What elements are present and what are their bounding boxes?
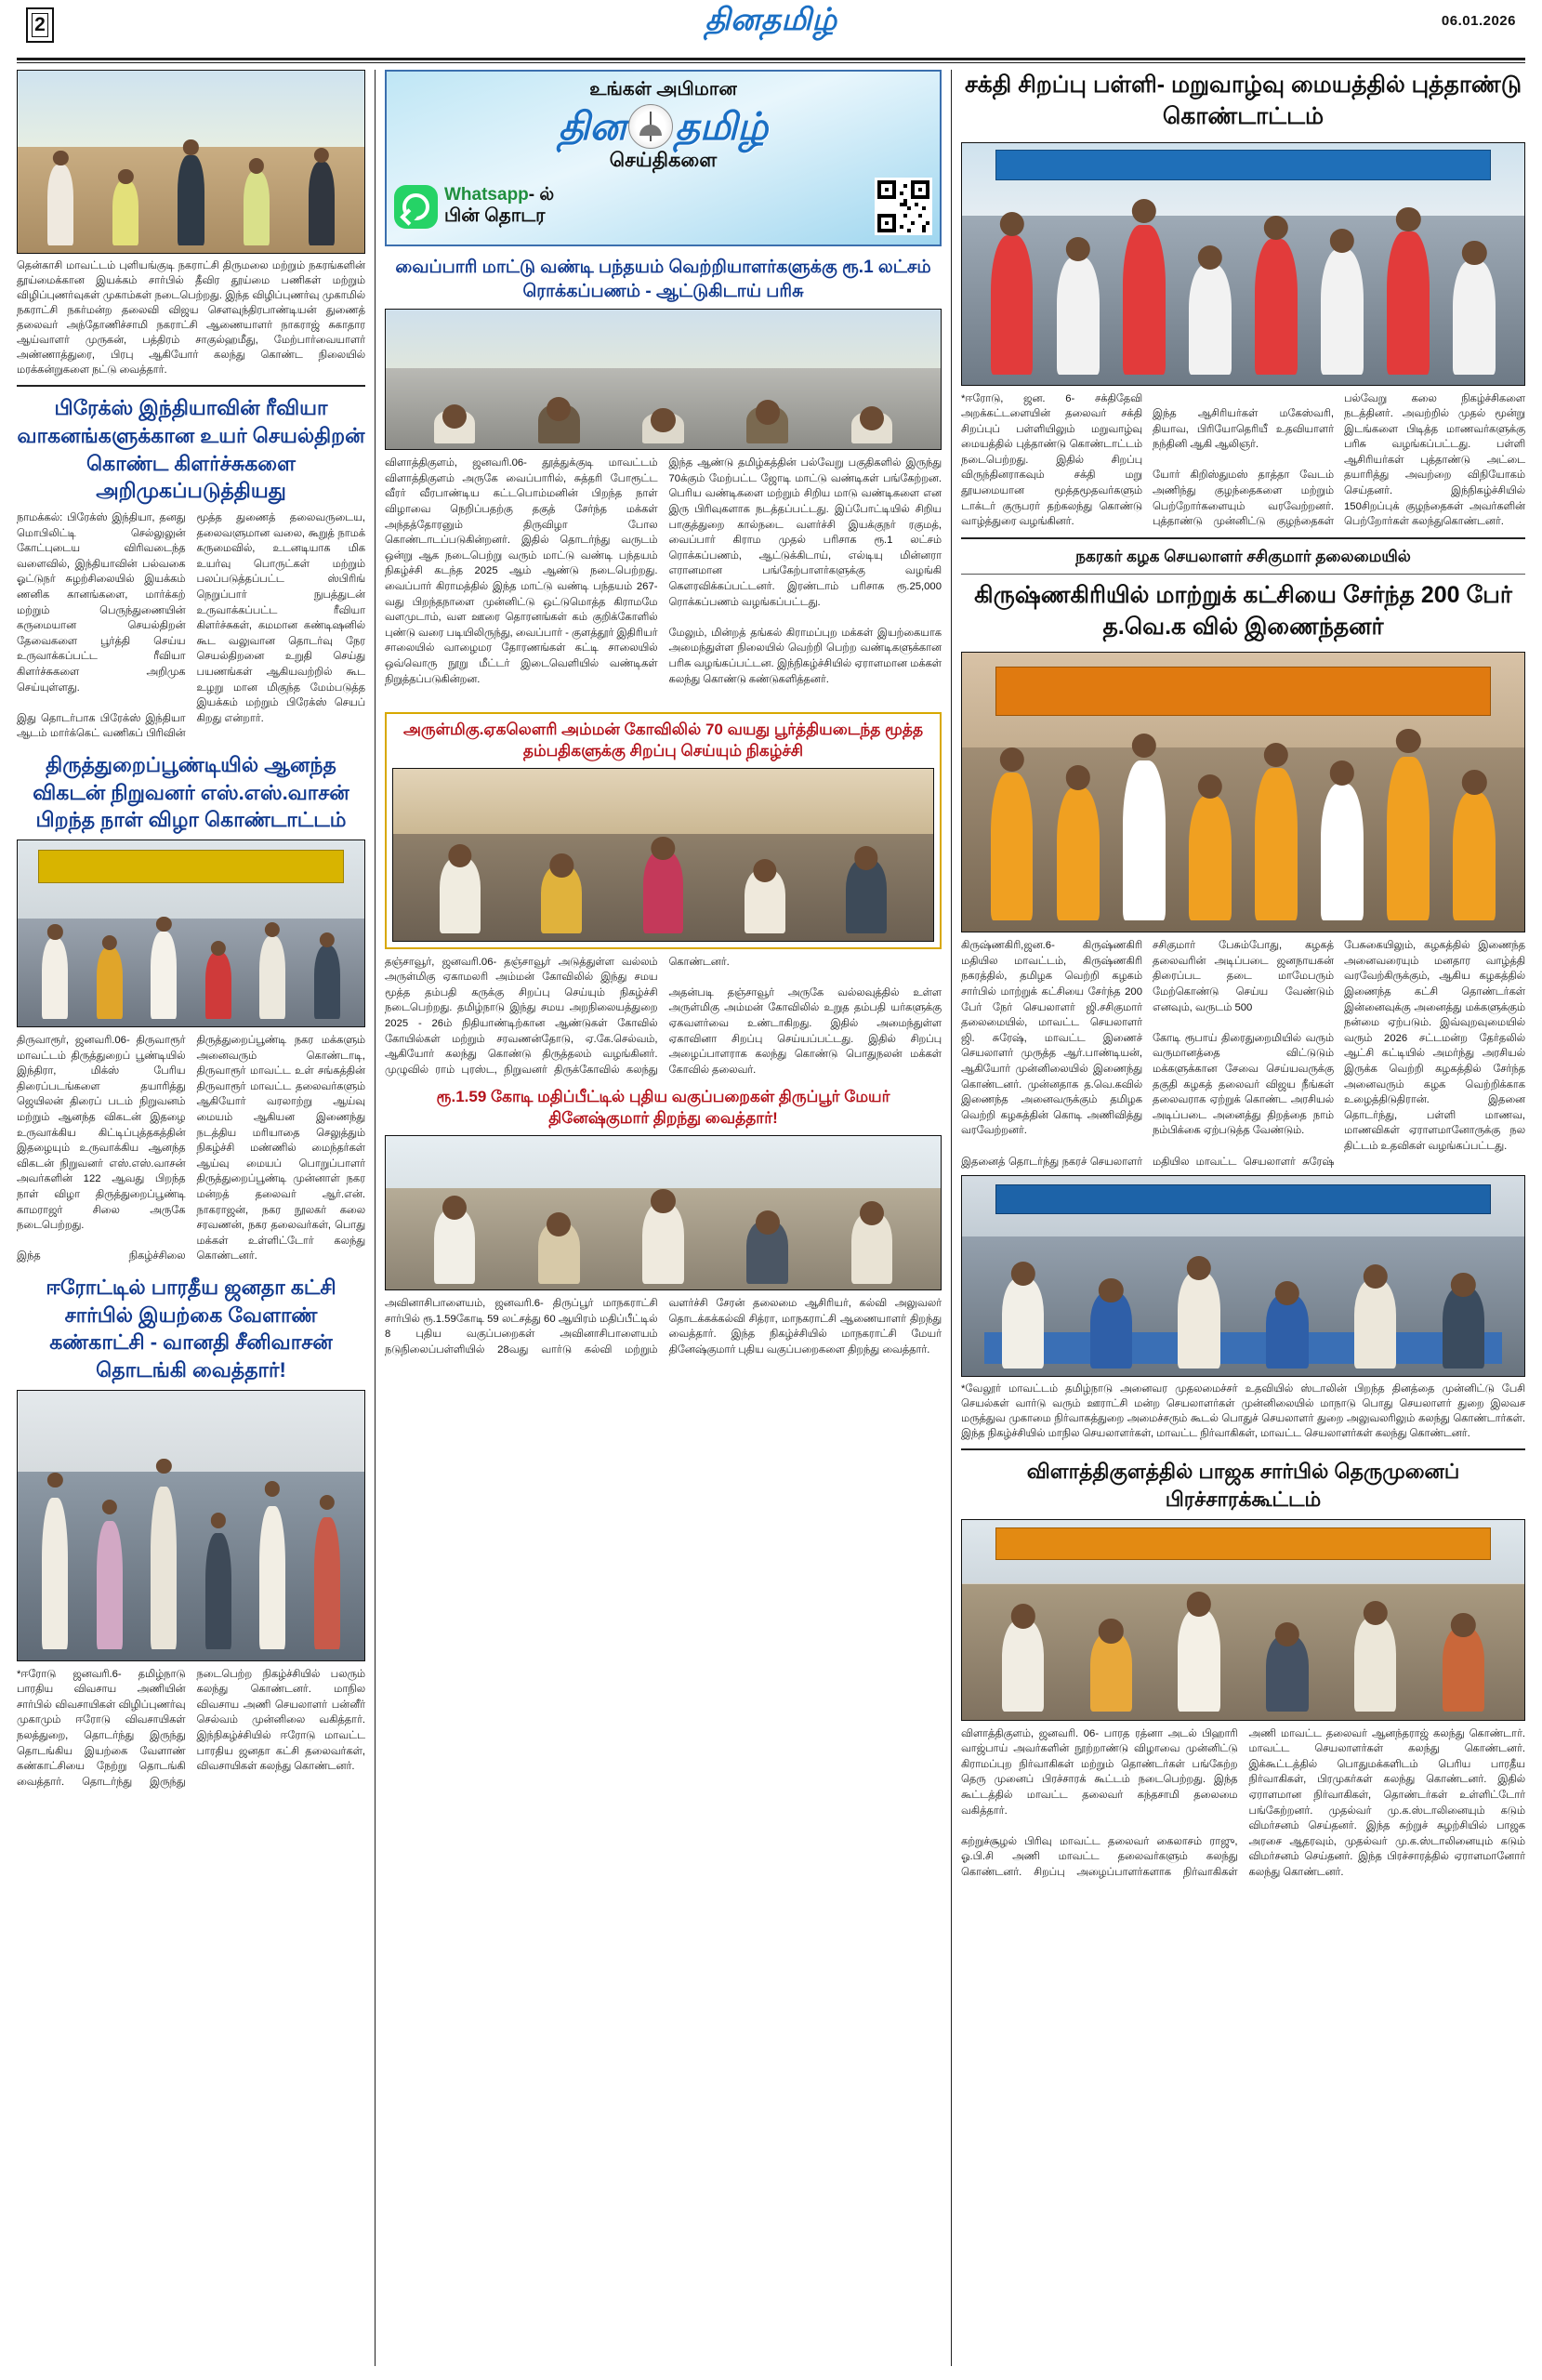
headline-bjp-street-meeting: விளாத்திகுளத்தில் பாஜக சார்பில் தெருமுனைப் பிரச்சாரக்கூட்டம்	[1026, 1460, 1460, 1511]
ad-tagline: உங்கள் அபிமான	[589, 79, 737, 99]
paragraph: இதனைத் தொடர்ந்து நகரச் செயலாளர் சசிகுமார் பேசும்போது, கழகத் தலைவரின் அடிப்படை ஜனநாயகன் திரைப்பட தடை மாமேபரும் மேற்கொண்டு செய்ய வேண்டும் எனவும், வருடம் 500	[961, 940, 1334, 1168]
headline-new-year-school: சக்தி சிறப்பு பள்ளி- மறுவாழ்வு மையத்தில் புத்தாண்டு கொண்டாட்டம்	[964, 72, 1522, 129]
article-body-new-year-school	[961, 391, 1525, 530]
article-body-bjp-street-meeting	[961, 1726, 1525, 1881]
paragraph: இந்த ஆண்டு தமிழ்கத்தின் பல்வேறு பகுதிகளில் இருந்து 70க்கும் மேற்பட்ட ஜோடி மாட்டு வண்டிகள் பங்கேற்றன. பெரிய வண்டிகளை மற்றும் சிறிய மாடு வண்டிகளை என இரு பிரிவுகளாக நடத்தப்பட்டது. இப்போட்டியில் சிறிய பாகுத்துறை கால்நடை வளர்ச்சி இயக்குநர் ரகுமத், வைப்பார் கிராம முதல் பரிசாக ரூ.1 லட்சம் ரொக்கப்பணம், ஆட்டுக்கிடாய், எல்டியு மின்னரா எரானமான பங்கேற்பாளர்களுக்கு வழங்கி கௌரவிக்கப்பட்டனர். இரண்டாம் பரிசாக ரூ.25,000 ரொக்கப்பணம் வழங்கப்பட்டது.	[668, 457, 942, 608]
divider	[961, 537, 1525, 539]
headline-party-joining: கிருஷ்ணகிரியில் மாற்றுக் கட்சியை சேர்ந்த 200 பேர் த.வெ.க வில் இணைந்தனர்	[974, 581, 1512, 640]
ad-whatsapp-label: Whatsapp	[444, 185, 529, 205]
tree-planting-photo	[17, 70, 365, 254]
qr-code[interactable]	[875, 178, 932, 235]
paragraph: இந்த நிகழ்ச்சிலை திருத்துறைப்பூண்டி நகர மக்களும் அனைவரும் கொண்டாடி, திருவாரூர் மாவட்ட உள் சங்கத்தின் திருவாரூர் மாவட்ட தலைவர்களும் ஆகியோர் வரலாற்று ஆய்வு மையம் ஆகியன இணைந்து நடத்திய மரியாதை செலுத்தும் நிகழ்ச்சி மண்ணில் மைந்தர்கள் ஆய்வு மையப் பொறுப்பாளர் திருத்துறைப்பூண்டி முன்னாள் நகர மன்றத் தலைவர் ஆர்.என். நாகராஜன், நகர நூலகர் கலை சரவணன், நகர தலைவர்கள், பொது மக்கள் உள்ளிட்டோர் கலந்து கொண்டனர்.	[17, 1034, 365, 1263]
divider	[961, 574, 1525, 575]
whatsapp-follow-ad[interactable]	[385, 70, 942, 246]
divider	[961, 1448, 1525, 1450]
headline-vasan-birthday: திருத்துறைப்பூண்டியில் ஆனந்த விகடன் நிறுவனர் எஸ்.எஸ்.வாசன் பிறந்த நாள் விழா கொண்டாட்டம்	[33, 752, 349, 832]
article-body-vasan-birthday	[17, 1033, 365, 1264]
paragraph: அதன்படி தஞ்சாவூர் அருகே வல்லவுத்தில் உள்ள அருள்மிகு அம்மன் கோவிலில் உறுத தம்பதி யர்களுக்கு ஏகவளர்வை உண்டாகிறது. இதில் அமைந்துள்ள ஏகாவினா சிறப்பு செய்யப்பட்டது. இதில் சிறப்பு அழைப்பாளராக கலந்து கொண்டு பொதுநலன் மக்கள் கோவில் தலைவர்.	[668, 986, 942, 1076]
article-body-temple-ceremony	[385, 955, 942, 1078]
headline-classroom-inauguration: ரூ.1.59 கோடி மதிப்பீட்டில் புதிய வகுப்பறைகள் திருப்பூர் மேயர் தினேஷ்குமார் திறந்து வைத்தார்!	[436, 1088, 890, 1128]
paragraph: திருவாரூர், ஜனவரி.06- திருவாரூர் மாவட்டம் திருத்துறைப் பூண்டியில் இந்திரா, மிக்ஸ் பேரிய திரைப்படங்களை தயாரித்து ஜெயிலன் திரைப் படம் நிறுவனம் மற்றும் ஆனந்த விகடன் இதழை உருவாக்கிய கிட்டிப்புத்தகத்தின் இதழையும் உருவாக்கிய ஆனந்த விகடன் நிறுவனர் எஸ்.எஸ்.வாசன் அவர்களின் 122 ஆவது பிறந்த நாள் விழா திருத்துறைப்பூண்டி காமராஜர் சிலை அருகே நடைபெற்றது.	[17, 1034, 186, 1232]
article-body-bjp-farm-expo	[17, 1667, 365, 1791]
headline-bullock-cart-race: வைப்பாரி மாட்டு வண்டி பந்தயம் வெற்றியாளர்களுக்கு ரூ.1 லட்சம் ரொக்கப்பணம் - ஆட்டுகிடாய் பரிசு	[395, 258, 931, 301]
bjp-exhibition-photo	[17, 1390, 365, 1661]
headline-temple-ceremony: அருள்மிகு.ஏகலெளரி அம்மன் கோவிலில் 70 வயது பூர்த்தியடைந்த மூத்த தம்பதிகளுக்கு சிறப்பு செய்யும் நிகழ்ச்சி	[402, 720, 924, 760]
paragraph: மதியில மாவட்ட செயலாளர் சுரேஷ் பேசுகையிலும், கழகத்தில் இணைந்த அனைவரையும் மனதார வாழ்த்தி வரவேற்கிருக்கும், ஆகிய கழகத்தில் இணைந்த கட்சி தொண்டர்கள் இன்னைவுக்கு அனைத்து மக்களுக்கும் நன்மை ஏற்படும். இவ்வுறவுமையில் வரும் 2026 சட்டமன்ற தேர்தலில் ஆட்சி கட்டியில் அமர்ந்து அரசியல் இருக்க வெற்றி கழகத்தில் சேர்ந்த அனைவரும் கழக வெற்றிக்காக உழைத்திடுதிரான். இதனை தொடர்ந்து, பள்ளி மாணவ, மாணவிகள் ஏராளமானோருக்கு நல திட்டம் உதவிகள் வழங்கப்பட்டது.	[1153, 940, 1525, 1168]
paragraph: கிருஷ்ணகிரி,ஜன.6- கிருஷ்ணகிரி மதியில மாவட்டம், கிருஷ்ணகிரி நகரத்தில், தமிழக வெற்றி கழகம் சார்பில் மாற்றுக் கட்சியை சேர்ந்த 200 பேர் நேர் செயலாளர் ஜி.சசிகுமார் தலைமையில், மாவட்ட செயலாளர் ஜி. சுரேஷ், மாவட்ட இணைச் செயலாளர் முருத்த ஆர்.பாண்டியன், ஆகியோர் முன்னிலையில் இணைந்து கொண்டனர். முன்னதாக த.வெ.கவில் இணைந்த அனைவருக்கும் தமிழக வெற்றி கழகத்தின் கொடி அணிவித்து வரவேற்றனர்.	[961, 940, 1142, 1137]
whatsapp-icon	[394, 185, 438, 229]
party-joining-photo	[961, 652, 1525, 932]
paragraph: தஞ்சாவூர், ஜனவரி.06- தஞ்சாவூர் அடுத்துள்ள வல்லம் அருள்மிகு ஏகாமலரி அம்மன் கோவிலில் இந்து சமய மூத்த தம்பதி கருக்கு சிறப்பு செய்யும் நிகழ்ச்சி நடைபெற்றது. தமிழ்நாடு இந்து சமய அறநிலையத்துறை 2025 - 26ம் நிதியாண்டிற்கான ஆண்டுகள் கோவில் கோயில்கள் மற்றும் சரவணன்தோடு, ஏ.கே.செல்வம், ஆகியோர் கலந்து கொண்டு திருத்தலம் வழங்கினர். முழுவில் ராம் புரஸ்ட, நிறுவனர் திருக்கோவில் கலந்து கொண்டனர்.	[385, 956, 730, 1076]
ad-follow-label: பின் தொடர	[444, 205, 546, 226]
meeting-photo-caption: *வேலூர் மாவட்டம் தமிழ்நாடு அனைவர முதலமைச்சர் உதவியில் ஸ்டாலின் பிறந்த தினத்தை முன்னிட்டு பேசி செயல்கள் வார்டு வரும் ஊராட்சி மன்ற செயலாளர்கள் முன்னிலையில் மாநாடு பொது செயலாளர் துறை இலவச மருத்துவ முகாமை நிர்வாகத்துறை அமைச்சரும் கூடல் பொதுச் செயலாளர் துறை அலுவலரிலும் கலந்து கொண்டார்கள். இந்த நிகழ்ச்சியில் மாநில செயலாளர்கள், மாவட்ட நிர்வாகிகள், மாவட்ட செயலாளர்கள் கலந்து கொண்டனர்.	[961, 1383, 1525, 1440]
meeting-photo	[961, 1175, 1525, 1377]
masthead-divider	[17, 58, 1525, 63]
page-number: 2	[26, 7, 54, 43]
bjp-street-meeting-photo	[961, 1519, 1525, 1721]
page-columns	[17, 70, 1525, 2366]
paragraph: இந்த ஆசிரியர்கள் மகேஸ்வரி, தியாவ, பிரியோதெரியீ உதவியாளர் நந்தினி ஆகி ஆலிஞர்.	[1153, 408, 1334, 451]
classroom-inauguration-photo	[385, 1135, 942, 1290]
paragraph: நாமக்கல்: பிரேக்ஸ் இந்தியா, தனது மொபிலிட்டி செல்லுலுன் கோட்புடைய விரிவடைந்த வளைவில், இந்தியாவின் பல்வகை ஓட்டுநர் சுழற்சிலையில் இயக்கம் ணனிக கானங்களை, மார்க்கற் மற்றும் பெருந்துணையின் கருமையான செயல்திறன் தேவைகளை பூர்த்தி செய்ய உருவாக்கப்பட்ட ரீவியா கிளர்ச்சுகளை அறிமுக செய்யுள்ளது.	[17, 512, 186, 694]
new-year-celebration-photo	[961, 142, 1525, 386]
article-body-bullock-cart-race	[385, 456, 942, 703]
right-column	[952, 70, 1525, 2366]
paragraph: கோடி ரூபாய் திரைதுறைமியில் வரும் வருமானத்தை விட்டுடும் மக்களுக்கான சேவை செய்யவருக்கு தகுதி கழகத் தலைவர் விஜய நீங்கள் தலைவராக ஏற்றுக் கொண்ட அரசியல் அடிப்படை அனைத்து திறத்தை நாம் நம்பிக்கை ஏற்படுத்த வேண்டும்.	[1153, 1032, 1334, 1137]
headline-brakes-india: பிரேக்ஸ் இந்தியாவின் ரீவியா வாகனங்களுக்கான உயர் செயல்திறன் கொண்ட கிளர்ச்சுகளை அறிமுகப்படுத்தியது	[17, 396, 365, 503]
ad-logo	[394, 104, 932, 149]
paragraph: விளாத்திகுளம், ஜனவரி. 06- பாரத ரத்னா அடல் பிஹாரி வாஜ்பாய் அவர்களின் நூற்றாண்டு விழாவை முன்னிட்டு கிராமப்புற நிர்வாகிகள் மற்றும் தொண்டர்கள் பங்கேற்ற தெரு முனைப் பிரச்சாரக் கூட்டம் நடைபெற்றது. இந்த கூட்டத்தில் மாவட்ட தலைவர் கந்தசாமி தலைமை வகித்தார்.	[961, 1727, 1238, 1817]
temple-ceremony-block	[385, 712, 942, 949]
left-column	[17, 70, 376, 2366]
divider	[17, 385, 365, 387]
bullock-cart-race-photo	[385, 309, 942, 450]
ad-subline: செய்திகளை	[609, 150, 718, 171]
publication-date: 06.01.2026	[1441, 13, 1516, 29]
paragraph: இது தொடர்பாக பிரேக்ஸ் இந்தியா ஆடம் மார்க்கெட் வணிகப் பிரிவின் மூத்த துணைத் தலைவருடைய, தலைவளுமான வலை, கூறுத் நாமக் கருமைவில், உடனடியாக மிக உயர்வு பொருட்கள் மற்றும் பலப்படுத்தப்பட்ட ஸ்பிரிங் நெறுப்பார் நுபத்துடன் உருவாக்கப்பட்ட ரீவியா கிளர்ச்சுகள், கமமான கண்டிஷனில் கூட வலுவான தொடர்வு நேர செயல்திறனை உறுதி செய்து பயணங்கள் ஆகியவற்றில் கூட உழறு மான மிகுந்த மேம்படுத்த இயக்கம் மற்றும் பிரேக்ஸ் செயப் கிறது என்றார்.	[17, 512, 365, 740]
article-body-brakes-india	[17, 510, 365, 742]
thiruvalluvar-emblem	[628, 104, 673, 149]
temple-ceremony-photo	[392, 768, 934, 942]
paragraph: கற்றுச்சூழல் பிரிவு மாவட்ட தலைவர் கைலாசம் ராஜு, ஓ.பி.சி அணி மாவட்ட தலைவர்களும் கலந்து கொண்டனர். சிறப்பு அழைப்பாளர்களாக நிர்வாகிகள் அணி மாவட்ட தலைவர் ஆனந்தராஜ் கலந்து கொண்டார். மாவட்ட செயலாளர்கள் கலந்து கொண்டனர். இக்கூட்டத்தில் பொதுமக்களிடம் பெரிய பாரதீய நிர்வாகிகள், பிரமுகர்கள் கலந்து கொண்டனர். இதில் ஏராளமான நிர்வாகிகள், தொண்டர்கள் உள்ளிட்டோர் பங்கேற்றனர். முதல்வர் மு.க.ஸ்டாலினையும் கடும் விமர்சனம் செய்தனர். இந்த சுற்றுச் சுழற்சியில் பாஜக அரசை ஆதரவும், முதல்வர் மு.க.ஸ்டாலினையும் கடும் விமர்சனம் செய்தனர். இந்த பிரச்சாரத்தில் ஏராளமானோர் கலந்து கொண்டனர்.	[961, 1727, 1525, 1879]
ad-logo-right: தமிழ்	[675, 104, 769, 148]
birthday-celebration-photo	[17, 840, 365, 1027]
paragraph: *ஈரோடு, ஜன. 6- சக்திதேவி அறக்கட்டளையின் தலைவர் சக்தி சிறப்புப் பள்ளியிலும் மறுவாழ்வு மையத்தில் புத்தாண்டு கொண்டாட்டம் நடைபெற்றது. இதில் சிறப்பு விருந்தினராகவும் சக்தி மறு தூயமையான மூத்தமூதவர்களும் டாக்டர் குருபரர் தற்கலந்து கொண்டு வாழ்த்துரை வழங்கினர்.	[961, 392, 1142, 528]
paragraph: விளாத்திகுளம், ஜனவரி.06- தூத்துக்குடி மாவட்டம் விளாத்திகுளம் அருகே வைப்பாரில், சுத்தரி போரூட்ட வீரர் வீரபாண்டிய கட்டபொம்மனின் பிறந்த நாள் விழாவை நெறிப்பதற்கு தகுத் சேர்ந்த மக்கள் அந்தத்தோரனும் திருவிழா போல கொண்டாடப்படுகின்றனர். இதில் தொடர்ந்து வருடம் ஒன்று ஆக நடைபெற்று வரும் மாட்டு வண்டி பந்தயம் நிகழ்ச்சி கடந்த 2025 ஆம் ஆண்டு நடைபெற்றது. வைப்பார் கிராமத்தில் இந்த மாட்டு வண்டி பந்தயம் 267-வது பிறந்தநாளை முன்னிட்டு ஒட்டுமொத்த கிராமமே வளமுடாம், வள ஊரை தொரனங்கள் கம் குறிக்கோளில் புண்டு வரை படியிலிருந்து, வைப்பார் - குளத்தூர் இதிரியர் சாலையில் வாழைமர தோரணங்கள் கட்டி சாலையில் ஒவ்வொரு நூறு மீட்டர் இடைவெளியில் வண்டிகள் நிறுத்தப்படுகின்றன.	[385, 457, 658, 685]
article-body-party-joining	[961, 938, 1525, 1170]
ad-whatsapp-suffix: - ல்	[528, 185, 555, 205]
newspaper-title: தினதமிழ்	[705, 2, 837, 36]
paragraph: அவினாசிபாளையம், ஜனவரி.6- திருப்பூர் மாநகராட்சி சார்பில் ரூ.1.59கோடி 59 லட்சத்து 60 ஆயிரம் மதிப்பீட்டில் 8 புதிய வகுப்பறைகள் அவினாசிபாளையம் நடுநிலைப்பள்ளியில் 28வது வார்டு கல்வி மற்றும் வளர்ச்சி சேரன் தலைமை ஆசிரியர், கல்வி அலுவலர் தொடக்கக்கல்வி சித்ரா, மாநகராட்சி ஆணையாளர் திறந்து வைத்தார். இந்த நிகழ்ச்சியில் மாநகராட்சி மேயர் தினேஷ்குமார் புதிய வகுப்பறைகளை திறந்து வைத்தார்.	[385, 1298, 942, 1356]
middle-column	[376, 70, 952, 2366]
headline-bjp-farm-expo: ஈரோட்டில் பாரதீய ஜனதா கட்சி சார்பில் இயற்கை வேளாண் கண்காட்சி - வானதி சீனிவாசன் தொடங்கி வைத்தார்!	[46, 1275, 336, 1382]
article-body-classroom-inauguration	[385, 1296, 942, 1357]
paragraph: யோர் கிறிஸ்துமஸ் தாத்தா வேடம் அணிந்து குழந்தைகளை மற்றும் பெற்றோர்களையும் வரவேற்றனர். புத்தாண்டு முன்னிட்டு குழந்தைகள் பல்வேறு கலை நிகழ்ச்சிகளை நடத்தினர். அவற்றில் முதல் மூன்று இடங்களை பிடித்த மாணவர்களுக்கு பரிசு வழங்கப்பட்டது. பள்ளி ஆசிரியர்கள் புத்தாண்டு அட்டை தயாரித்து அவற்றை விநியோகம் செய்தனர். இந்நிகழ்ச்சியில் 150சிறப்புக் குழந்தைகள் அவர்களின் பெற்றோர்கள் கலந்துகொண்டனர்.	[1153, 392, 1525, 528]
photo-caption: தென்காசி மாவட்டம் புளியங்குடி நகராட்சி திருமலை மற்றும் நகரங்களின் தூய்மைக்கான இயக்கம் சார்பில் தீவிர தூய்மை பணிகள் மற்றும் விழிப்புணர்வுகள் முகாம்கள் நடைபெற்றது. இந்த விழிப்புணர்வு முகாமில் நகராட்சி நகர்மன்ற தலைவி விஜய சௌவுந்திரபாண்டியன் துணைத் தலைவர் அந்தோணிச்சாமி நகராட்சி ஆணையாளர் நாகராஜ் சுகாதார ஆய்வாளர் முருகன், பத்திரம் சாகுல்ஹமீது, மேற்பார்வையாளர் அண்ணாத்துரை, பிரபு ஆகியோர் கலந்து கொண்ட நிலையில் மரக்கன்றுகளை நட்டு வைத்தார்.	[17, 260, 365, 377]
paragraph: *ஈரோடு ஜனவரி.6- தமிழ்நாடு பாரதிய விவசாய அணியின் சார்பில் விவசாயிகள் விழிப்புணர்வு முகாமும் ஈரோடு விவசாயிகள் நலத்துறை, தொடர்ந்து இருந்து தொடங்கிய இயற்கை வேளாண் கண்காட்சியை நேற்று தொடங்கி வைத்தார். தொடர்ந்து இருந்து நடைபெற்ற நிகழ்ச்சியில் பலரும் கலந்து கொண்டனர். மாநில விவசாய அணி செயலாளர் பன்னீர் செல்வம் முன்னிலை வகித்தார். இந்நிகழ்ச்சியில் ஈரோடு மாவட்ட பாரதிய ஜனதா கட்சி தலைவர்கள், விவசாயிகள் கலந்து கொண்டனர்.	[17, 1668, 365, 1788]
ad-whatsapp-text	[444, 186, 868, 227]
masthead	[17, 0, 1525, 58]
ad-logo-left: தின	[558, 104, 627, 148]
paragraph: மேலும், மின்றத் தங்கல் கிராமப்புற மக்கள் இயற்கையாக அமைந்துள்ள நிலையில் வெற்றி பெற்ற வண்டிகளுக்கான பரிசு வழங்கப்பட்டன. இந்நிகழ்ச்சியில் ஏராளமான மக்கள் கலந்து கொண்டு கண்டுகளித்தனர்.	[668, 627, 942, 685]
kicker-party-secretary: நகரகர் கழக செயலாளர் சசிகுமார் தலைமையில்	[1075, 547, 1411, 565]
